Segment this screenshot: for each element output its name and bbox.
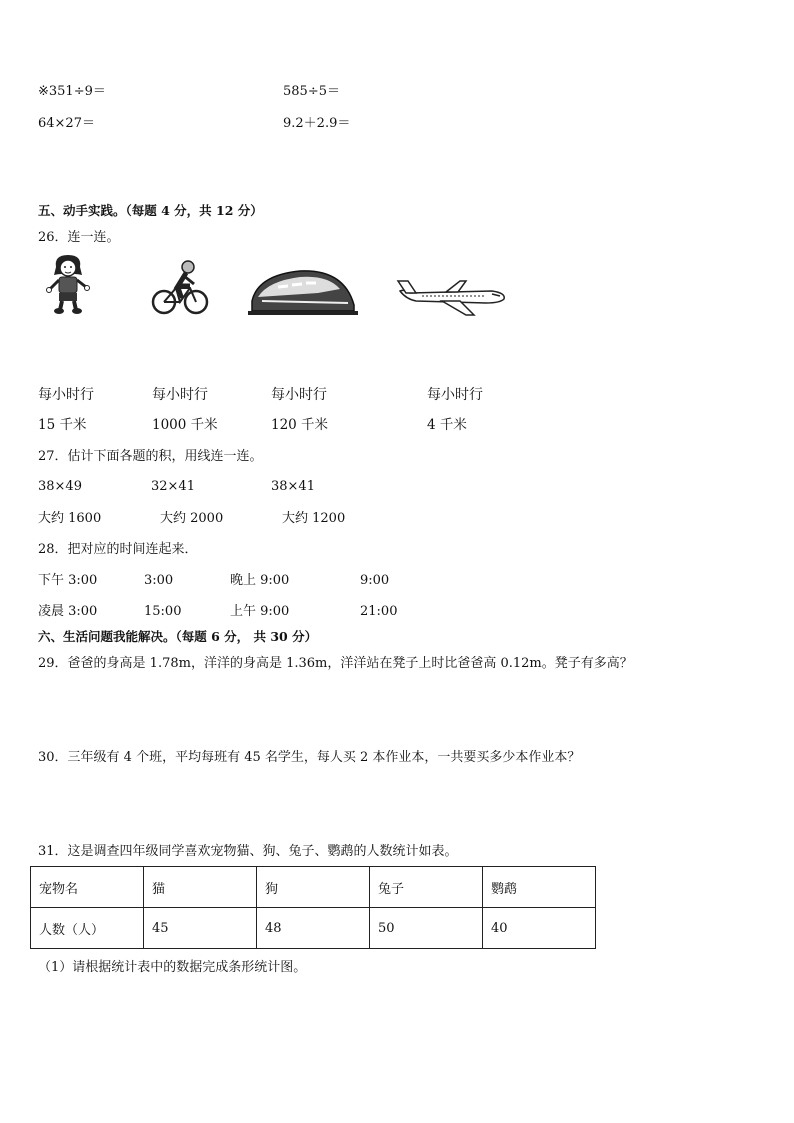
q28-row2-4: 21:00 (360, 604, 398, 619)
q27-answer-3: 大约 1200 (282, 511, 346, 526)
table-cell: 兔子 (370, 867, 483, 908)
table-row-header (31, 867, 596, 908)
table-cell: 45 (144, 908, 257, 949)
table-cell: 48 (257, 908, 370, 949)
speed-label-1: 每小时行 (38, 387, 94, 403)
table-cell: 50 (370, 908, 483, 949)
airplane-image (396, 277, 508, 317)
q27-expr-1: 38×49 (38, 479, 82, 494)
speed-label-2: 每小时行 (152, 387, 208, 403)
q28-row1-4: 9:00 (360, 573, 390, 588)
section5-title: 五、动手实践。（每题 4 分，共 12 分） (38, 203, 263, 218)
pet-stats-table (30, 866, 596, 949)
q28-row1-2: 3:00 (144, 573, 174, 588)
q27-expr-3: 38×41 (271, 479, 315, 494)
table-cell: 40 (483, 908, 596, 949)
q27-answer-2: 大约 2000 (160, 511, 224, 526)
q28-row1-1: 下午 3:00 (38, 573, 98, 588)
cyclist-image (150, 258, 210, 318)
q28-row2-1: 凌晨 3:00 (38, 604, 98, 619)
speed-label-4: 每小时行 (427, 387, 483, 403)
table-cell: 狗 (257, 867, 370, 908)
q26-text: 26．连一连。 (38, 230, 120, 245)
speed-value-1: 15 千米 (38, 417, 87, 433)
q28-row2-3: 上午 9:00 (230, 604, 290, 619)
table-cell: 宠物名 (31, 867, 144, 908)
q28-row1-3: 晚上 9:00 (230, 573, 290, 588)
q27-answer-1: 大约 1600 (38, 511, 102, 526)
speed-value-2: 1000 千米 (152, 417, 218, 433)
table-cell: 鹦鹉 (483, 867, 596, 908)
q28-text: 28．把对应的时间连起来． (38, 542, 198, 557)
calc-q1: ※351÷9＝ (38, 84, 106, 99)
calc-q3: 64×27＝ (38, 116, 95, 131)
speed-value-4: 4 千米 (427, 417, 467, 433)
speed-label-3: 每小时行 (271, 387, 327, 403)
calc-q4: 9.2＋2.9＝ (283, 116, 351, 131)
child-walking-image (44, 253, 94, 315)
q29-text: 29．爸爸的身高是 1.78m，洋洋的身高是 1.36m，洋洋站在凳子上时比爸爸高 0.12m。凳子有多高？ (38, 656, 633, 671)
speed-value-3: 120 千米 (271, 417, 329, 433)
q31-text: 31．这是调查四年级同学喜欢宠物猫、狗、兔子、鹦鹉的人数统计如表。 (38, 844, 458, 859)
q30-text: 30．三年级有 4 个班，平均每班有 45 名学生，每人买 2 本作业本，一共要买多少本作业本？ (38, 750, 581, 765)
q27-expr-2: 32×41 (151, 479, 195, 494)
table-cell: 人数（人） (31, 908, 144, 949)
q28-row2-2: 15:00 (144, 604, 182, 619)
section6-title: 六、生活问题我能解决。（每题 6 分， 共 30 分） (38, 629, 318, 644)
bullet-train-image (248, 265, 358, 317)
q27-text: 27．估计下面各题的积，用线连一连。 (38, 449, 263, 464)
calc-q2: 585÷5＝ (283, 84, 340, 99)
table-row-counts (31, 908, 596, 949)
q31-sub1-text: （1）请根据统计表中的数据完成条形统计图。 (38, 960, 307, 975)
table-cell: 猫 (144, 867, 257, 908)
